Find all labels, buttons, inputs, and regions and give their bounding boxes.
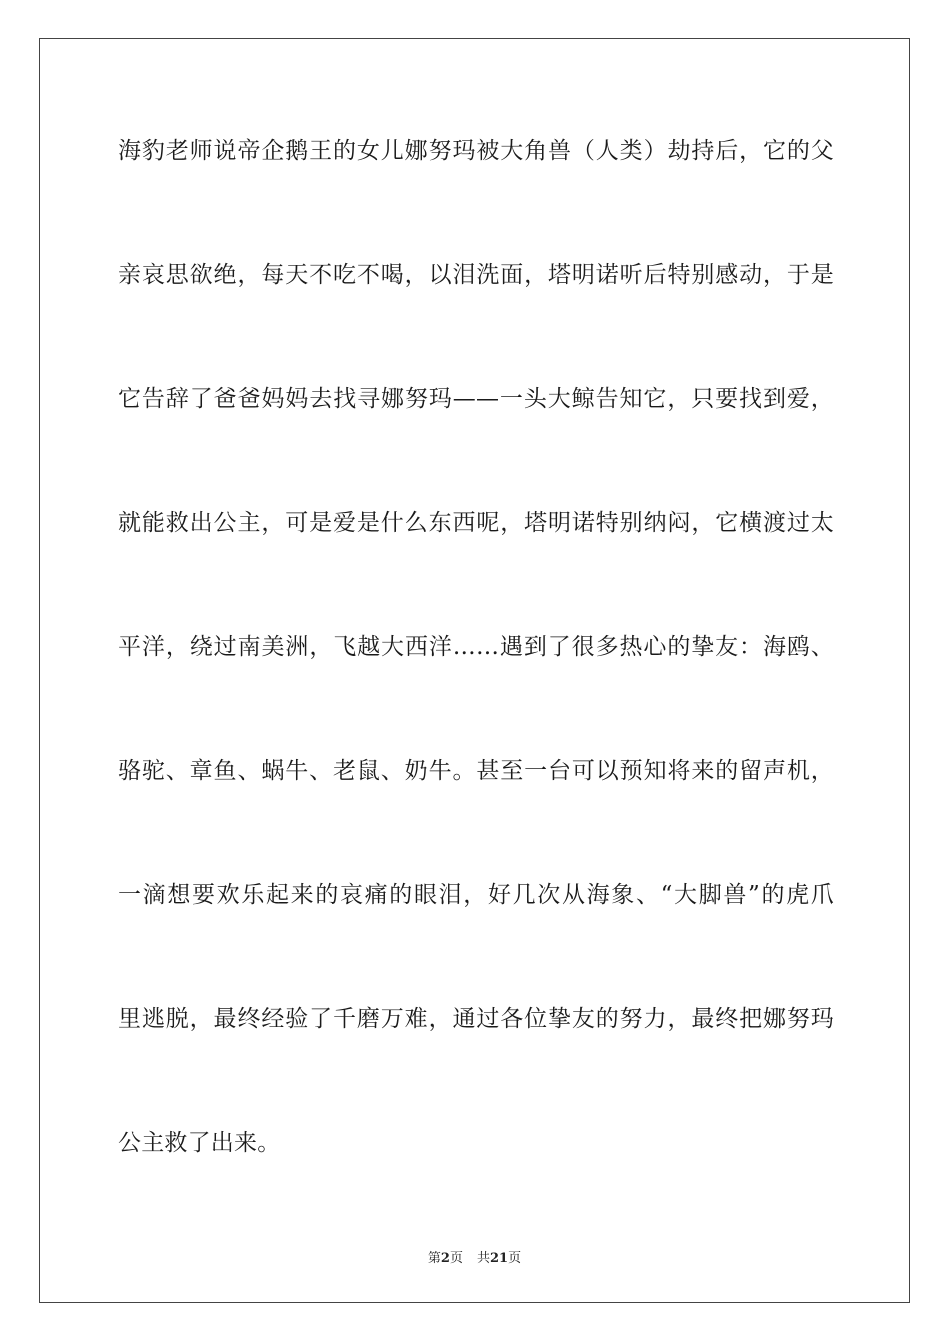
text-line-5: 平洋，绕过南美洲，飞越大西洋……遇到了很多热心的挚友：海鸥、	[118, 634, 834, 660]
text-line-3: 它告辞了爸爸妈妈去找寻娜努玛——一头大鲸告知它，只要找到爱，	[118, 386, 834, 412]
text-line-8: 里逃脱，最终经验了千磨万难，通过各位挚友的努力，最终把娜努玛	[118, 1006, 834, 1032]
page-suffix: 页	[449, 1251, 463, 1266]
total-pages: 21	[489, 1251, 509, 1266]
text-line-1: 海豹老师说帝企鹅王的女儿娜努玛被大角兽（人类）劫持后，它的父	[118, 138, 834, 164]
text-line-6: 骆驼、章鱼、蜗牛、老鼠、奶牛。甚至一台可以预知将来的留声机，	[118, 758, 834, 784]
text-line-9: 公主救了出来。	[118, 1130, 281, 1156]
body-text	[118, 131, 834, 1247]
total-suffix: 页	[508, 1251, 522, 1266]
document-page	[39, 38, 910, 1303]
page-footer	[40, 1247, 909, 1266]
total-prefix: 共	[476, 1251, 490, 1266]
text-line-2: 亲哀思欲绝，每天不吃不喝，以泪洗面，塔明诺听后特别感动，于是	[118, 262, 834, 288]
text-line-4: 就能救出公主，可是爱是什么东西呢，塔明诺特别纳闷，它横渡过太	[118, 510, 834, 536]
text-line-7: 一滴想要欢乐起来的哀痛的眼泪，好几次从海象、“大脚兽”的虎爪	[118, 882, 834, 908]
page-number: 2	[440, 1251, 450, 1266]
page-prefix: 第	[427, 1251, 441, 1266]
